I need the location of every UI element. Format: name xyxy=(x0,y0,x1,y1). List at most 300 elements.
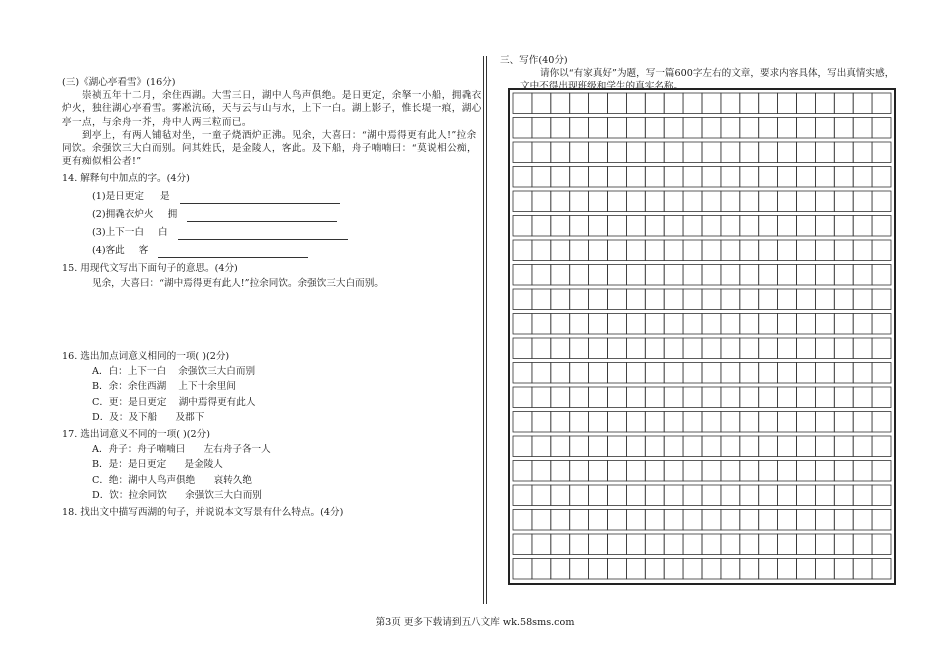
grid-cell[interactable] xyxy=(683,142,702,163)
grid-cell[interactable] xyxy=(513,142,532,163)
grid-cell[interactable] xyxy=(721,387,740,408)
grid-cell[interactable] xyxy=(608,534,627,555)
grid-cell[interactable] xyxy=(778,142,797,163)
grid-cell[interactable] xyxy=(626,559,645,580)
grid-cell[interactable] xyxy=(645,240,664,261)
grid-cell[interactable] xyxy=(702,93,721,114)
grid-cell[interactable] xyxy=(721,461,740,482)
grid-cell[interactable] xyxy=(853,559,872,580)
grid-cell[interactable] xyxy=(740,240,759,261)
grid-cell[interactable] xyxy=(702,363,721,384)
grid-cell[interactable] xyxy=(740,265,759,286)
grid-cell[interactable] xyxy=(834,314,853,335)
grid-cell[interactable] xyxy=(683,387,702,408)
grid-cell[interactable] xyxy=(853,191,872,212)
grid-cell[interactable] xyxy=(702,142,721,163)
grid-cell[interactable] xyxy=(589,338,608,359)
grid-cell[interactable] xyxy=(815,510,834,531)
grid-cell[interactable] xyxy=(778,314,797,335)
grid-cell[interactable] xyxy=(853,485,872,506)
grid-cell[interactable] xyxy=(853,289,872,310)
grid-cell[interactable] xyxy=(608,436,627,457)
grid-cell[interactable] xyxy=(778,559,797,580)
grid-cell[interactable] xyxy=(570,240,589,261)
grid-cell[interactable] xyxy=(626,387,645,408)
grid-cell[interactable] xyxy=(721,510,740,531)
grid-cell[interactable] xyxy=(702,216,721,237)
grid-cell[interactable] xyxy=(815,240,834,261)
grid-cell[interactable] xyxy=(551,461,570,482)
grid-cell[interactable] xyxy=(872,191,891,212)
grid-cell[interactable] xyxy=(740,118,759,139)
grid-cell[interactable] xyxy=(740,338,759,359)
grid-cell[interactable] xyxy=(626,338,645,359)
grid-cell[interactable] xyxy=(834,118,853,139)
grid-cell[interactable] xyxy=(702,240,721,261)
grid-cell[interactable] xyxy=(797,118,816,139)
grid-cell[interactable] xyxy=(778,289,797,310)
grid-cell[interactable] xyxy=(834,142,853,163)
grid-cell[interactable] xyxy=(815,485,834,506)
grid-cell[interactable] xyxy=(532,289,551,310)
grid-cell[interactable] xyxy=(645,142,664,163)
grid-cell[interactable] xyxy=(872,461,891,482)
grid-cell[interactable] xyxy=(778,534,797,555)
grid-cell[interactable] xyxy=(532,534,551,555)
grid-cell[interactable] xyxy=(532,118,551,139)
grid-cell[interactable] xyxy=(853,216,872,237)
grid-cell[interactable] xyxy=(834,534,853,555)
grid-cell[interactable] xyxy=(872,216,891,237)
grid-cell[interactable] xyxy=(702,436,721,457)
grid-cell[interactable] xyxy=(721,142,740,163)
grid-cell[interactable] xyxy=(721,216,740,237)
grid-cell[interactable] xyxy=(532,314,551,335)
grid-cell[interactable] xyxy=(721,559,740,580)
grid-cell[interactable] xyxy=(626,510,645,531)
grid-cell[interactable] xyxy=(797,240,816,261)
grid-cell[interactable] xyxy=(797,289,816,310)
grid-cell[interactable] xyxy=(551,363,570,384)
grid-cell[interactable] xyxy=(589,485,608,506)
grid-cell[interactable] xyxy=(759,118,778,139)
grid-cell[interactable] xyxy=(797,436,816,457)
grid-cell[interactable] xyxy=(778,167,797,188)
grid-cell[interactable] xyxy=(872,534,891,555)
grid-cell[interactable] xyxy=(797,559,816,580)
grid-cell[interactable] xyxy=(815,93,834,114)
grid-cell[interactable] xyxy=(683,534,702,555)
grid-cell[interactable] xyxy=(815,363,834,384)
grid-cell[interactable] xyxy=(664,363,683,384)
grid-cell[interactable] xyxy=(626,240,645,261)
q14-item-2-answer-line[interactable] xyxy=(187,209,337,222)
grid-cell[interactable] xyxy=(815,216,834,237)
grid-cell[interactable] xyxy=(872,93,891,114)
grid-cell[interactable] xyxy=(797,142,816,163)
grid-cell[interactable] xyxy=(664,436,683,457)
grid-cell[interactable] xyxy=(853,412,872,433)
grid-cell[interactable] xyxy=(664,559,683,580)
grid-cell[interactable] xyxy=(570,118,589,139)
grid-cell[interactable] xyxy=(570,436,589,457)
grid-cell[interactable] xyxy=(570,93,589,114)
grid-cell[interactable] xyxy=(532,240,551,261)
grid-cell[interactable] xyxy=(853,240,872,261)
grid-cell[interactable] xyxy=(589,436,608,457)
grid-cell[interactable] xyxy=(570,461,589,482)
grid-cell[interactable] xyxy=(664,265,683,286)
grid-cell[interactable] xyxy=(626,142,645,163)
grid-cell[interactable] xyxy=(797,363,816,384)
grid-cell[interactable] xyxy=(797,510,816,531)
grid-cell[interactable] xyxy=(759,240,778,261)
grid-cell[interactable] xyxy=(645,216,664,237)
grid-cell[interactable] xyxy=(683,363,702,384)
grid-cell[interactable] xyxy=(645,363,664,384)
grid-cell[interactable] xyxy=(834,510,853,531)
grid-cell[interactable] xyxy=(721,240,740,261)
grid-cell[interactable] xyxy=(853,461,872,482)
grid-cell[interactable] xyxy=(532,216,551,237)
grid-cell[interactable] xyxy=(853,436,872,457)
grid-cell[interactable] xyxy=(740,485,759,506)
grid-cell[interactable] xyxy=(702,118,721,139)
grid-cell[interactable] xyxy=(815,461,834,482)
grid-cell[interactable] xyxy=(702,289,721,310)
grid-cell[interactable] xyxy=(532,510,551,531)
grid-cell[interactable] xyxy=(626,167,645,188)
grid-cell[interactable] xyxy=(778,363,797,384)
grid-cell[interactable] xyxy=(589,289,608,310)
grid-cell[interactable] xyxy=(664,314,683,335)
grid-cell[interactable] xyxy=(645,167,664,188)
grid-cell[interactable] xyxy=(664,167,683,188)
grid-cell[interactable] xyxy=(740,142,759,163)
grid-cell[interactable] xyxy=(740,412,759,433)
grid-cell[interactable] xyxy=(815,289,834,310)
grid-cell[interactable] xyxy=(797,216,816,237)
grid-cell[interactable] xyxy=(551,485,570,506)
grid-cell[interactable] xyxy=(645,387,664,408)
grid-cell[interactable] xyxy=(626,436,645,457)
grid-cell[interactable] xyxy=(815,559,834,580)
grid-cell[interactable] xyxy=(589,534,608,555)
grid-cell[interactable] xyxy=(532,142,551,163)
grid-cell[interactable] xyxy=(872,412,891,433)
grid-cell[interactable] xyxy=(570,363,589,384)
grid-cell[interactable] xyxy=(778,510,797,531)
grid-cell[interactable] xyxy=(513,387,532,408)
grid-cell[interactable] xyxy=(853,142,872,163)
grid-cell[interactable] xyxy=(589,191,608,212)
grid-cell[interactable] xyxy=(797,265,816,286)
grid-cell[interactable] xyxy=(683,93,702,114)
grid-cell[interactable] xyxy=(778,412,797,433)
grid-cell[interactable] xyxy=(664,118,683,139)
grid-cell[interactable] xyxy=(853,510,872,531)
grid-cell[interactable] xyxy=(740,387,759,408)
grid-cell[interactable] xyxy=(740,191,759,212)
grid-cell[interactable] xyxy=(759,412,778,433)
grid-cell[interactable] xyxy=(532,485,551,506)
grid-cell[interactable] xyxy=(570,142,589,163)
grid-cell[interactable] xyxy=(589,142,608,163)
grid-cell[interactable] xyxy=(551,510,570,531)
grid-cell[interactable] xyxy=(778,240,797,261)
grid-cell[interactable] xyxy=(683,118,702,139)
grid-cell[interactable] xyxy=(645,93,664,114)
grid-cell[interactable] xyxy=(551,387,570,408)
grid-cell[interactable] xyxy=(797,412,816,433)
grid-cell[interactable] xyxy=(608,93,627,114)
grid-cell[interactable] xyxy=(513,510,532,531)
grid-cell[interactable] xyxy=(834,387,853,408)
grid-cell[interactable] xyxy=(702,485,721,506)
grid-cell[interactable] xyxy=(740,510,759,531)
grid-cell[interactable] xyxy=(853,93,872,114)
grid-cell[interactable] xyxy=(589,118,608,139)
grid-cell[interactable] xyxy=(740,461,759,482)
grid-cell[interactable] xyxy=(570,338,589,359)
grid-cell[interactable] xyxy=(608,191,627,212)
grid-cell[interactable] xyxy=(815,191,834,212)
grid-cell[interactable] xyxy=(740,436,759,457)
grid-cell[interactable] xyxy=(589,167,608,188)
grid-cell[interactable] xyxy=(551,216,570,237)
grid-cell[interactable] xyxy=(778,338,797,359)
grid-cell[interactable] xyxy=(778,436,797,457)
grid-cell[interactable] xyxy=(513,265,532,286)
grid-cell[interactable] xyxy=(513,314,532,335)
grid-cell[interactable] xyxy=(608,167,627,188)
grid-cell[interactable] xyxy=(853,387,872,408)
grid-cell[interactable] xyxy=(834,412,853,433)
grid-cell[interactable] xyxy=(570,167,589,188)
grid-cell[interactable] xyxy=(683,510,702,531)
grid-cell[interactable] xyxy=(872,559,891,580)
grid-cell[interactable] xyxy=(815,436,834,457)
grid-cell[interactable] xyxy=(740,167,759,188)
grid-cell[interactable] xyxy=(532,559,551,580)
question-15-answer-space[interactable] xyxy=(62,290,482,346)
grid-cell[interactable] xyxy=(626,534,645,555)
grid-cell[interactable] xyxy=(872,289,891,310)
grid-cell[interactable] xyxy=(834,216,853,237)
grid-cell[interactable] xyxy=(702,167,721,188)
grid-cell[interactable] xyxy=(721,534,740,555)
grid-cell[interactable] xyxy=(759,363,778,384)
grid-cell[interactable] xyxy=(532,363,551,384)
grid-cell[interactable] xyxy=(645,510,664,531)
grid-cell[interactable] xyxy=(740,93,759,114)
grid-cell[interactable] xyxy=(570,216,589,237)
grid-cell[interactable] xyxy=(570,510,589,531)
grid-cell[interactable] xyxy=(513,191,532,212)
grid-cell[interactable] xyxy=(778,191,797,212)
grid-cell[interactable] xyxy=(702,265,721,286)
grid-cell[interactable] xyxy=(645,559,664,580)
grid-cell[interactable] xyxy=(834,191,853,212)
grid-cell[interactable] xyxy=(513,363,532,384)
grid-cell[interactable] xyxy=(532,461,551,482)
grid-cell[interactable] xyxy=(815,338,834,359)
grid-cell[interactable] xyxy=(702,412,721,433)
grid-cell[interactable] xyxy=(645,338,664,359)
grid-cell[interactable] xyxy=(702,338,721,359)
grid-cell[interactable] xyxy=(872,363,891,384)
grid-cell[interactable] xyxy=(532,191,551,212)
grid-cell[interactable] xyxy=(834,461,853,482)
grid-cell[interactable] xyxy=(683,436,702,457)
grid-cell[interactable] xyxy=(626,412,645,433)
grid-cell[interactable] xyxy=(683,461,702,482)
grid-cell[interactable] xyxy=(702,461,721,482)
grid-cell[interactable] xyxy=(683,412,702,433)
grid-cell[interactable] xyxy=(645,461,664,482)
grid-cell[interactable] xyxy=(664,216,683,237)
grid-cell[interactable] xyxy=(778,118,797,139)
grid-cell[interactable] xyxy=(589,93,608,114)
grid-cell[interactable] xyxy=(683,240,702,261)
grid-cell[interactable] xyxy=(589,314,608,335)
grid-cell[interactable] xyxy=(797,461,816,482)
grid-cell[interactable] xyxy=(834,559,853,580)
grid-cell[interactable] xyxy=(815,314,834,335)
grid-cell[interactable] xyxy=(759,93,778,114)
grid-cell[interactable] xyxy=(589,240,608,261)
grid-cell[interactable] xyxy=(664,142,683,163)
grid-cell[interactable] xyxy=(872,167,891,188)
q14-item-3-answer-line[interactable] xyxy=(178,227,348,240)
grid-cell[interactable] xyxy=(759,167,778,188)
grid-cell[interactable] xyxy=(570,387,589,408)
grid-cell[interactable] xyxy=(608,412,627,433)
grid-cell[interactable] xyxy=(551,142,570,163)
grid-cell[interactable] xyxy=(513,559,532,580)
grid-cell[interactable] xyxy=(683,167,702,188)
grid-cell[interactable] xyxy=(872,142,891,163)
grid-cell[interactable] xyxy=(702,387,721,408)
composition-grid[interactable] xyxy=(508,88,896,585)
grid-cell[interactable] xyxy=(626,265,645,286)
grid-cell[interactable] xyxy=(740,534,759,555)
grid-cell[interactable] xyxy=(551,338,570,359)
grid-cell[interactable] xyxy=(570,314,589,335)
grid-cell[interactable] xyxy=(513,118,532,139)
grid-cell[interactable] xyxy=(853,534,872,555)
grid-cell[interactable] xyxy=(815,534,834,555)
grid-cell[interactable] xyxy=(664,485,683,506)
grid-cell[interactable] xyxy=(853,265,872,286)
grid-cell[interactable] xyxy=(721,93,740,114)
grid-cell[interactable] xyxy=(872,510,891,531)
grid-cell[interactable] xyxy=(834,167,853,188)
grid-cell[interactable] xyxy=(834,265,853,286)
grid-cell[interactable] xyxy=(664,510,683,531)
grid-cell[interactable] xyxy=(797,314,816,335)
grid-cell[interactable] xyxy=(608,363,627,384)
grid-cell[interactable] xyxy=(797,167,816,188)
grid-cell[interactable] xyxy=(759,142,778,163)
grid-cell[interactable] xyxy=(551,559,570,580)
grid-cell[interactable] xyxy=(721,314,740,335)
grid-cell[interactable] xyxy=(702,191,721,212)
q14-item-1-answer-line[interactable] xyxy=(180,191,340,204)
grid-cell[interactable] xyxy=(664,240,683,261)
grid-cell[interactable] xyxy=(797,93,816,114)
grid-cell[interactable] xyxy=(551,118,570,139)
grid-cell[interactable] xyxy=(721,289,740,310)
grid-cell[interactable] xyxy=(778,461,797,482)
grid-cell[interactable] xyxy=(645,436,664,457)
grid-cell[interactable] xyxy=(721,485,740,506)
grid-cell[interactable] xyxy=(570,559,589,580)
grid-cell[interactable] xyxy=(759,265,778,286)
grid-cell[interactable] xyxy=(740,289,759,310)
grid-cell[interactable] xyxy=(608,142,627,163)
grid-cell[interactable] xyxy=(702,510,721,531)
grid-cell[interactable] xyxy=(551,314,570,335)
grid-cell[interactable] xyxy=(683,559,702,580)
grid-cell[interactable] xyxy=(551,436,570,457)
grid-cell[interactable] xyxy=(626,118,645,139)
grid-cell[interactable] xyxy=(740,363,759,384)
grid-cell[interactable] xyxy=(778,216,797,237)
grid-cell[interactable] xyxy=(872,387,891,408)
grid-cell[interactable] xyxy=(721,167,740,188)
grid-cell[interactable] xyxy=(834,338,853,359)
grid-cell[interactable] xyxy=(872,338,891,359)
grid-cell[interactable] xyxy=(872,118,891,139)
grid-cell[interactable] xyxy=(626,314,645,335)
grid-cell[interactable] xyxy=(608,314,627,335)
grid-cell[interactable] xyxy=(834,436,853,457)
grid-cell[interactable] xyxy=(834,485,853,506)
grid-cell[interactable] xyxy=(551,534,570,555)
grid-cell[interactable] xyxy=(683,191,702,212)
grid-cell[interactable] xyxy=(626,461,645,482)
grid-cell[interactable] xyxy=(645,314,664,335)
grid-cell[interactable] xyxy=(683,289,702,310)
grid-cell[interactable] xyxy=(626,485,645,506)
grid-cell[interactable] xyxy=(778,387,797,408)
grid-cell[interactable] xyxy=(759,534,778,555)
grid-cell[interactable] xyxy=(551,240,570,261)
grid-cell[interactable] xyxy=(532,167,551,188)
grid-cell[interactable] xyxy=(626,93,645,114)
grid-cell[interactable] xyxy=(759,289,778,310)
grid-cell[interactable] xyxy=(702,559,721,580)
grid-cell[interactable] xyxy=(532,436,551,457)
grid-cell[interactable] xyxy=(721,118,740,139)
grid-cell[interactable] xyxy=(778,485,797,506)
grid-cell[interactable] xyxy=(645,534,664,555)
grid-cell[interactable] xyxy=(721,436,740,457)
grid-cell[interactable] xyxy=(815,412,834,433)
grid-cell[interactable] xyxy=(683,338,702,359)
grid-cell[interactable] xyxy=(532,412,551,433)
grid-cell[interactable] xyxy=(589,559,608,580)
grid-cell[interactable] xyxy=(513,412,532,433)
grid-cell[interactable] xyxy=(570,289,589,310)
grid-cell[interactable] xyxy=(532,387,551,408)
grid-cell[interactable] xyxy=(513,93,532,114)
grid-cell[interactable] xyxy=(513,240,532,261)
grid-cell[interactable] xyxy=(797,485,816,506)
grid-cell[interactable] xyxy=(778,265,797,286)
grid-cell[interactable] xyxy=(872,485,891,506)
